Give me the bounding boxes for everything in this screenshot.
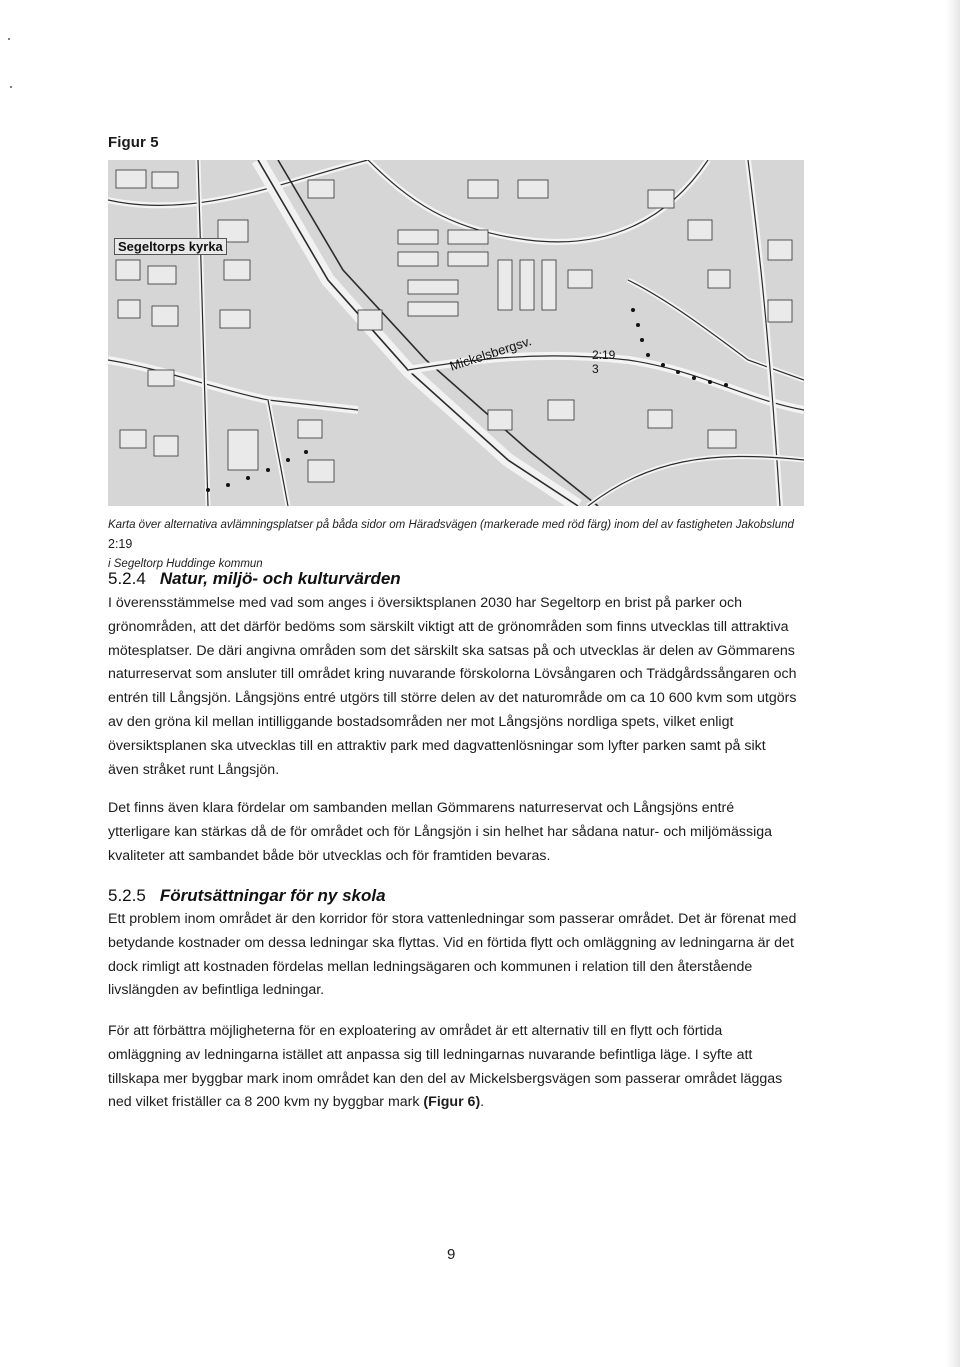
paragraph-skola-2-text: För att förbättra möjligheterna för en exploatering av området är ett alternativ till en flytt och förtida omläggning av ledningarna istället att anpassa sig till ledningarnas nuvarande befintliga läge. I syfte att tillskapa mer byggbar mark inom området kan den del av Mickelsbergsvägen som passerar området läggas ned vilket friställer ca 8 200 kvm ny byggbar mark xyxy=(108,1023,783,1111)
map-label-segeltorps-kyrka: Segeltorps kyrka xyxy=(114,238,227,255)
map-label-plot xyxy=(592,348,615,376)
caption-property-number: 2:19 xyxy=(108,537,133,551)
paragraph-skola-1: Ett problem inom området är den korridor för stora vattenledningar som passerar området. Det är förenat med betydande kostnader om dessa ledningar ska flyttas. Vid en förtida flytt och omläggning av ledningarna är det dock rimligt att kostnaden fördelas mellan ledningsägaren och kommunen i relation till den återstående livslängden av befintliga ledningar. xyxy=(108,911,797,999)
section-title-524: Natur, miljö- och kulturvärden xyxy=(159,569,401,588)
section-number-524: 5.2.4 xyxy=(108,569,146,588)
paragraph-skola-2 xyxy=(108,1020,798,1115)
map-figure xyxy=(108,160,804,506)
map-label-mickelsbergsv: Mickelsbergsv. xyxy=(447,333,534,374)
figure-caption xyxy=(108,516,808,574)
caption-line-2: i Segeltorp Huddinge kommun xyxy=(108,558,263,570)
map-label-plot-sub: 3 xyxy=(592,362,599,376)
paragraph-natur-2: Det finns även klara fördelar om sambanden mellan Gömmarens naturreservat och Långsjöns entré ytterligare kan stärkas då de för området och för Långsjön i sin helhet har sådana natur- och miljömässiga kvaliteter att sambandet både bör utvecklas och för framtiden bevaras. xyxy=(108,800,773,864)
section-heading-524 xyxy=(108,569,401,589)
paragraph-skola-2-end: . xyxy=(480,1094,485,1111)
scan-speck xyxy=(10,86,12,88)
section-title-525: Förutsättningar för ny skola xyxy=(159,886,386,905)
figure-label: Figur 5 xyxy=(108,134,159,151)
figure-6-reference: (Figur 6) xyxy=(423,1094,481,1111)
paragraph-natur-1: I överensstämmelse med vad som anges i översiktsplanen 2030 har Segeltorp en brist på parker och grönområden, att det därför bedöms som särskilt viktigt att de grönområden som finns utvecklas till attraktiva mötesplatser. De däri angivna områden som det särskilt ska satsas på och utvecklas är delen av Gömmarens naturreservat som ansluter till området kring nuvarande förskolorna Lövsångaren och Trädgårdssångaren och entrén till Långsjön. Långsjöns entré utgörs till större delen av det naturområde om ca 10 600 kvm som utgörs av den gröna kil mellan intilliggande bostadsområden ner mot Långsjöns nordliga spets, vilket enligt översiktsplanen ska utvecklas till en attraktiv park med dagvattenlösningar som lyfter parken samt på sikt även stråket runt Långsjön. xyxy=(108,595,797,778)
page-number: 9 xyxy=(447,1246,456,1263)
map-drawing xyxy=(108,160,804,506)
scan-speck xyxy=(8,38,10,40)
scan-edge-shadow xyxy=(946,0,960,1367)
section-heading-525 xyxy=(108,886,386,906)
section-number-525: 5.2.5 xyxy=(108,886,146,905)
map-label-plot-number: 2:19 xyxy=(592,348,616,362)
caption-text: Karta över alternativa avlämningsplatser på båda sidor om Häradsvägen (markerade med röd färg) inom del av fastigheten Jakobslund xyxy=(108,519,794,531)
